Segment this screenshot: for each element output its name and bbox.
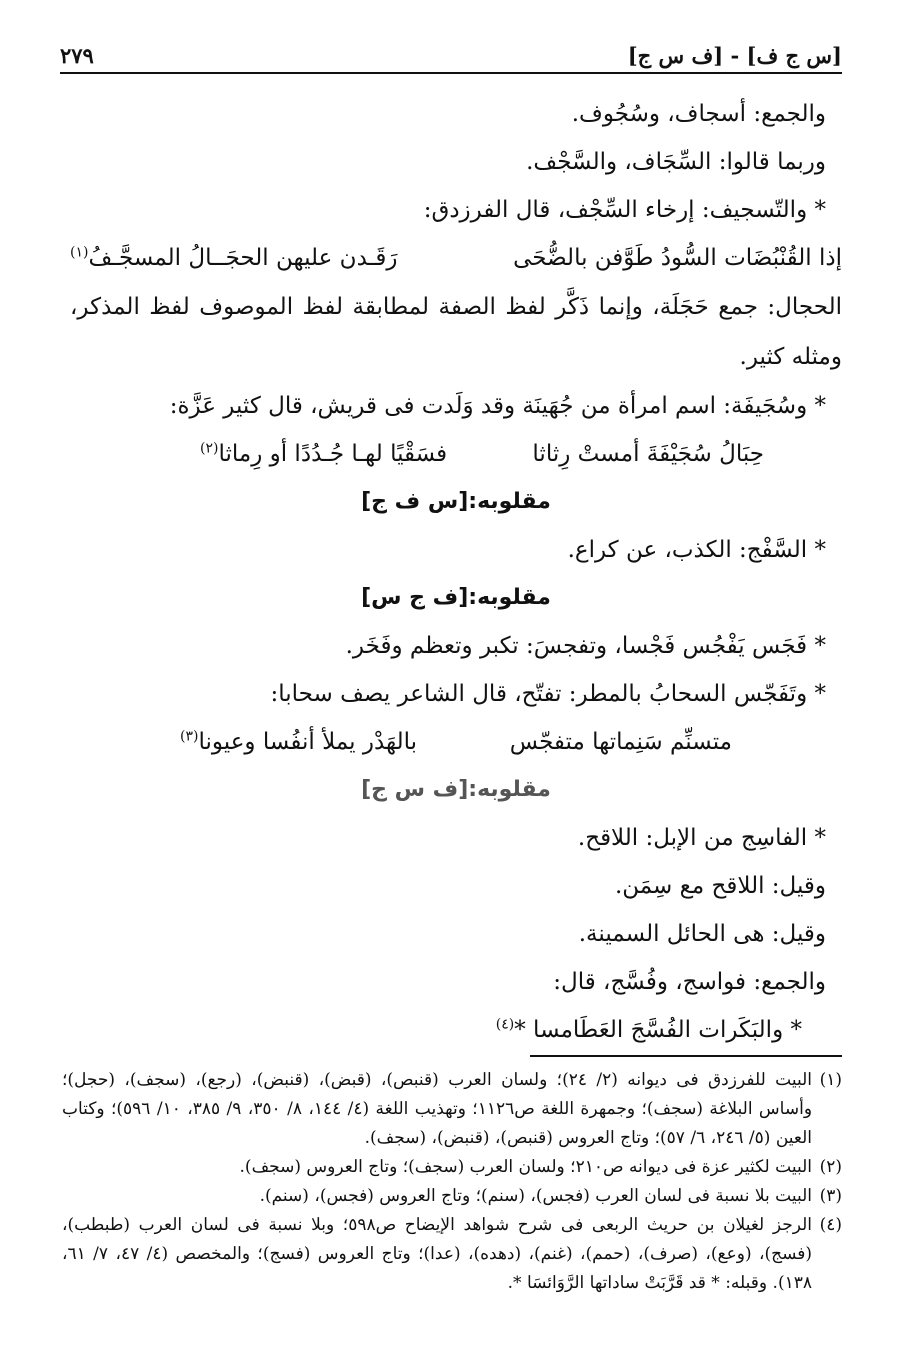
footnote-separator: [530, 1055, 842, 1057]
verse-second-hemistich: [200, 430, 447, 478]
running-title: [س ج ف] - [ف س ج]: [627, 43, 842, 68]
page-header: [60, 38, 842, 68]
text-line: * وتَفَجّس السحابُ بالمطر: تفتّح، قال الشاعر يصف سحابا:: [270, 681, 826, 707]
text-line: * فَجَس يَفْجُس فَجْسا، وتفجسَ: تكبر وتعظم وفَخَر.: [345, 633, 826, 659]
text-line: وربما قالوا: السِّجَاف، والسَّجْف.: [526, 149, 826, 175]
footnote-number: (٣): [819, 1186, 842, 1206]
footnote-text: البيت للفرزدق فى ديوانه (٢/ ٢٤)؛ ولسان العرب (قنبص)، (قبض)، (قنبض)، (رجع)، (سجف)، (حجل)؛ وأساس البلاغة (سجف)؛ وجمهرة اللغة ص١١٢٦؛ وتهذيب اللغة (٤/ ١٤٤، ٨/ ٣٥٠، ٩/ ٣٨٥، ١٠/ ٥٩٦)؛ وكتاب العين (٥/ ٢٤٦، ٦/ ٥٧)؛ وتاج العروس (قنبص)، (قنبض)، (سجف).: [62, 1070, 813, 1148]
verse-second-hemistich: [70, 234, 398, 282]
verse-first-hemistich: متسنِّم سَنِماتها متفجّس: [509, 729, 732, 755]
footnote-number: (٤): [819, 1215, 842, 1235]
poetry-verse: [70, 234, 842, 282]
footnote-number: (٢): [819, 1157, 842, 1177]
rajaz-line: [70, 1006, 842, 1054]
text-line: وقيل: اللاقح مع سِمَن.: [614, 873, 826, 899]
section-heading: مقلوبه:[ف س ج]: [361, 777, 551, 802]
verse-text: فسَقْيًا لهـا جُـدُدًا أو رِماثا: [218, 441, 448, 467]
verse-text: رَقَـدن عليهن الحجَــالُ المسجَّـفُ: [88, 245, 398, 271]
footnote-text: الرجز لغيلان بن حريث الربعى فى شرح شواهد الإيضاح ص٥٩٨؛ وبلا نسبة فى لسان العرب (طبطب)، (فسج)، (وعع)، (صرف)، (حمم)، (غنم)، (دهده)، (عدا)؛ وتاج العروس (فسج)؛ والمخصص (٤/ ٤٧، ٧/ ٦١، ١٣٨). وقبله: * قد قَرَّبَتْ ساداتها الرَّوَائسَا *.: [62, 1215, 813, 1293]
text-line: وقيل: هى الحائل السمينة.: [578, 921, 826, 947]
footnote: [62, 1211, 842, 1298]
footnote-marker: (١): [70, 244, 89, 261]
text-line: والجمع: أسجاف، وسُجُوف.: [571, 101, 826, 127]
footnotes: [62, 1066, 842, 1298]
text-line: * وسُجَيفَة: اسم امرأة من جُهَينَة وقد وَلَدت فى قريش، قال كثير عَزَّة:: [169, 393, 826, 419]
footnote: [62, 1182, 842, 1211]
footnote-text: البيت لكثير عزة فى ديوانه ص٢١٠؛ ولسان العرب (سجف)؛ وتاج العروس (سجف).: [239, 1157, 812, 1177]
verse-text: بالهَدْر يملأ أنفُسا وعيونا: [198, 729, 418, 755]
section-heading: مقلوبه:[س ف ج]: [361, 489, 551, 514]
footnote: [62, 1066, 842, 1153]
text-line: * الفاسِج من الإبل: اللاقح.: [577, 825, 826, 851]
footnote-marker: (٤): [495, 1016, 515, 1033]
footnote-marker: (٣): [180, 728, 199, 745]
page-body: [70, 90, 842, 1054]
text-line: * السَّفْج: الكذب، عن كراع.: [567, 537, 826, 563]
section-heading: مقلوبه:[ف ج س]: [361, 585, 551, 610]
text-line: والجمع: فواسج، وفُسَّج، قال:: [553, 969, 826, 995]
footnote: [62, 1153, 842, 1182]
footnote-marker: (٢): [200, 440, 219, 457]
header-rule: [60, 72, 842, 74]
footnote-text: البيت بلا نسبة فى لسان العرب (فجس)، (سنم)؛ وتاج العروس (فجس)، (سنم).: [259, 1186, 812, 1206]
verse-first-hemistich: إذا القُنْبُضَات السُّودُ طَوَّفن بالضُّحَى: [513, 245, 842, 271]
poetry-verse: [70, 430, 842, 478]
page-number: ٢٧٩: [60, 43, 94, 68]
verse-text: * والبَكَرات الفُسَّجَ العَطَامسا *: [514, 1017, 802, 1043]
poetry-verse: [70, 718, 842, 766]
text-line: * والتّسجيف: إرخاء السِّجْف، قال الفرزدق:: [423, 197, 826, 223]
verse-first-hemistich: حِبَالُ سُجَيْفَةَ أمستْ رِثاثا: [532, 441, 764, 467]
verse-second-hemistich: [180, 718, 417, 766]
footnote-number: (١): [819, 1070, 842, 1090]
text-paragraph: الحجال: جمع حَجَلَة، وإنما ذَكَّر لفظ الصفة لمطابقة لفظ الموصوف لفظ المذكر، ومثله كثير.: [70, 294, 842, 370]
